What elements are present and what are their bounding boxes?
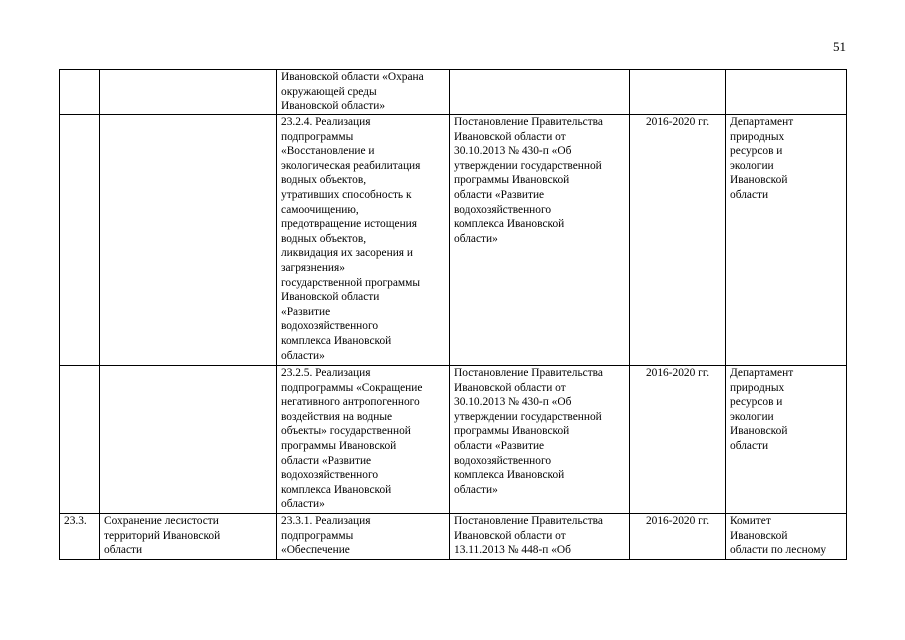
cell-number (60, 366, 100, 514)
table-row (60, 115, 847, 366)
table-row (60, 70, 847, 115)
cell-measure: 23.2.4. Реализация подпрограммы «Восстановление и экологическая реабилитация водных объектов, утративших способность к самоочищению, предотвращение истощения водных объектов, ликвидация их засорения и загрязнения» государственной программы Ивановской области «Развитие водохозяйственного комплекса Ивановской области» (277, 115, 450, 366)
table-row (60, 514, 847, 560)
cell-period: 2016-2020 гг. (630, 115, 726, 366)
cell-number: 23.3. (60, 514, 100, 560)
measures-table (59, 69, 847, 560)
cell-executor: Департамент природных ресурсов и экологии Ивановской области (726, 115, 847, 366)
cell-direction (100, 70, 277, 115)
cell-direction (100, 366, 277, 514)
cell-measure: 23.2.5. Реализация подпрограммы «Сокращение негативного антропогенного воздействия на водные объекты» государственной программы Ивановской области «Развитие водохозяйственного комплекса Ивановской области» (277, 366, 450, 514)
cell-legal-act (450, 70, 630, 115)
cell-legal-act: Постановление Правительства Ивановской области от 30.10.2013 № 430-п «Об утверждении государственной программы Ивановской области «Развитие водохозяйственного комплекса Ивановской области» (450, 115, 630, 366)
cell-executor: Комитет Ивановской области по лесному (726, 514, 847, 560)
cell-number (60, 115, 100, 366)
cell-executor: Департамент природных ресурсов и экологии Ивановской области (726, 366, 847, 514)
cell-measure: Ивановской области «Охрана окружающей среды Ивановской области» (277, 70, 450, 115)
cell-number (60, 70, 100, 115)
cell-executor (726, 70, 847, 115)
cell-legal-act: Постановление Правительства Ивановской области от 13.11.2013 № 448-п «Об (450, 514, 630, 560)
cell-period: 2016-2020 гг. (630, 514, 726, 560)
cell-legal-act: Постановление Правительства Ивановской области от 30.10.2013 № 430-п «Об утверждении государственной программы Ивановской области «Развитие водохозяйственного комплекса Ивановской области» (450, 366, 630, 514)
cell-direction: Сохранение лесистости территорий Ивановской области (100, 514, 277, 560)
table-row (60, 366, 847, 514)
cell-measure: 23.3.1. Реализация подпрограммы «Обеспечение (277, 514, 450, 560)
cell-direction (100, 115, 277, 366)
cell-period (630, 70, 726, 115)
cell-period: 2016-2020 гг. (630, 366, 726, 514)
page-number: 51 (833, 39, 846, 54)
